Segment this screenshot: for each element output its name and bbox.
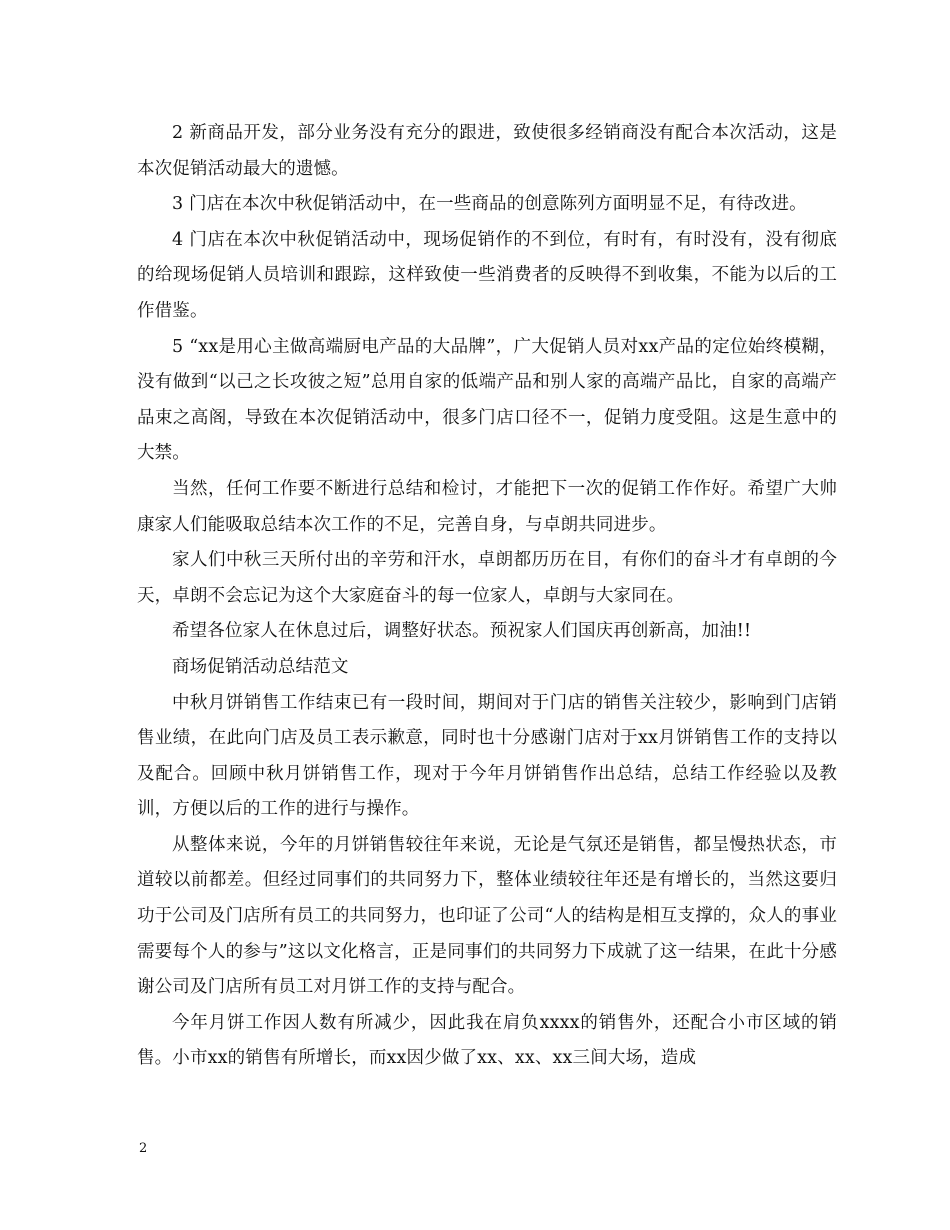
paragraph-wishes: 希望各位家人在休息过后，调整好状态。预祝家人们国庆再创新高，加油!! — [172, 621, 752, 642]
paragraph-item-4: 4 门店在本次中秋促销活动中，现场促销作的不到位，有时有，有时没有，没有彻底的给现场促销人员培训和跟踪，这样致使一些消费者的反映得不到收集，不能为以后的工作借鉴。 — [137, 229, 837, 321]
paragraph-item-3: 3 门店在本次中秋促销活动中，在一些商品的创意陈列方面明显不足，有待改进。 — [172, 194, 807, 215]
page-number: 2 — [139, 1141, 148, 1156]
paragraph-staffing: 今年月饼工作因人数有所减少，因此我在肩负xxxx的销售外，还配合小市区域的销售。小市xx的销售有所增长，而xx因少做了xx、xx、xx三间大场，造成 — [137, 1012, 837, 1069]
paragraph-intro: 中秋月饼销售工作结束已有一段时间，期间对于门店的销售关注较少，影响到门店销售业绩，在此向门店及员工表示歉意，同时也十分感谢门店对于xx月饼销售工作的支持以及配合。回顾中秋月饼销售工作，现对于今年月饼销售作出总结，总结工作经验以及教训，方便以后的工作的进行与操作。 — [137, 692, 837, 820]
section-heading: 商场促销活动总结范文 — [172, 656, 349, 677]
paragraph-item-5: 5 “xx是用心主做高端厨电产品的大品牌”，广大促销人员对xx产品的定位始终模糊，没有做到“以己之长攻彼之短”总用自家的低端产品和别人家的高端产品比，自家的高端产品束之高阁，导致在本次促销活动中，很多门店口径不一，促销力度受阻。这是生意中的大禁。 — [137, 336, 837, 464]
document-body — [137, 116, 837, 1077]
paragraph-item-2: 2 新商品开发，部分业务没有充分的跟进，致使很多经销商没有配合本次活动，这是本次促销活动最大的遗憾。 — [137, 123, 837, 179]
paragraph-overall: 从整体来说，今年的月饼销售较往年来说，无论是气氛还是销售，都呈慢热状态，市道较以前都差。但经过同事们的共同努力下，整体业绩较往年还是有增长的，当然这要归功于公司及门店所有员工的共同努力，也印证了公司“人的结构是相互支撑的，众人的事业需要每个人的参与”这以文化格言，正是同事们的共同努力下成就了这一结果，在此十分感谢公司及门店所有员工对月饼工作的支持与配合。 — [137, 834, 837, 998]
paragraph-summary: 当然，任何工作要不断进行总结和检讨，才能把下一次的促销工作作好。希望广大帅康家人们能吸取总结本次工作的不足，完善自身，与卓朗共同进步。 — [137, 478, 837, 535]
paragraph-thanks: 家人们中秋三天所付出的辛劳和汗水，卓朗都历历在目，有你们的奋斗才有卓朗的今天，卓朗不会忘记为这个大家庭奋斗的每一位家人，卓朗与大家同在。 — [137, 550, 837, 606]
